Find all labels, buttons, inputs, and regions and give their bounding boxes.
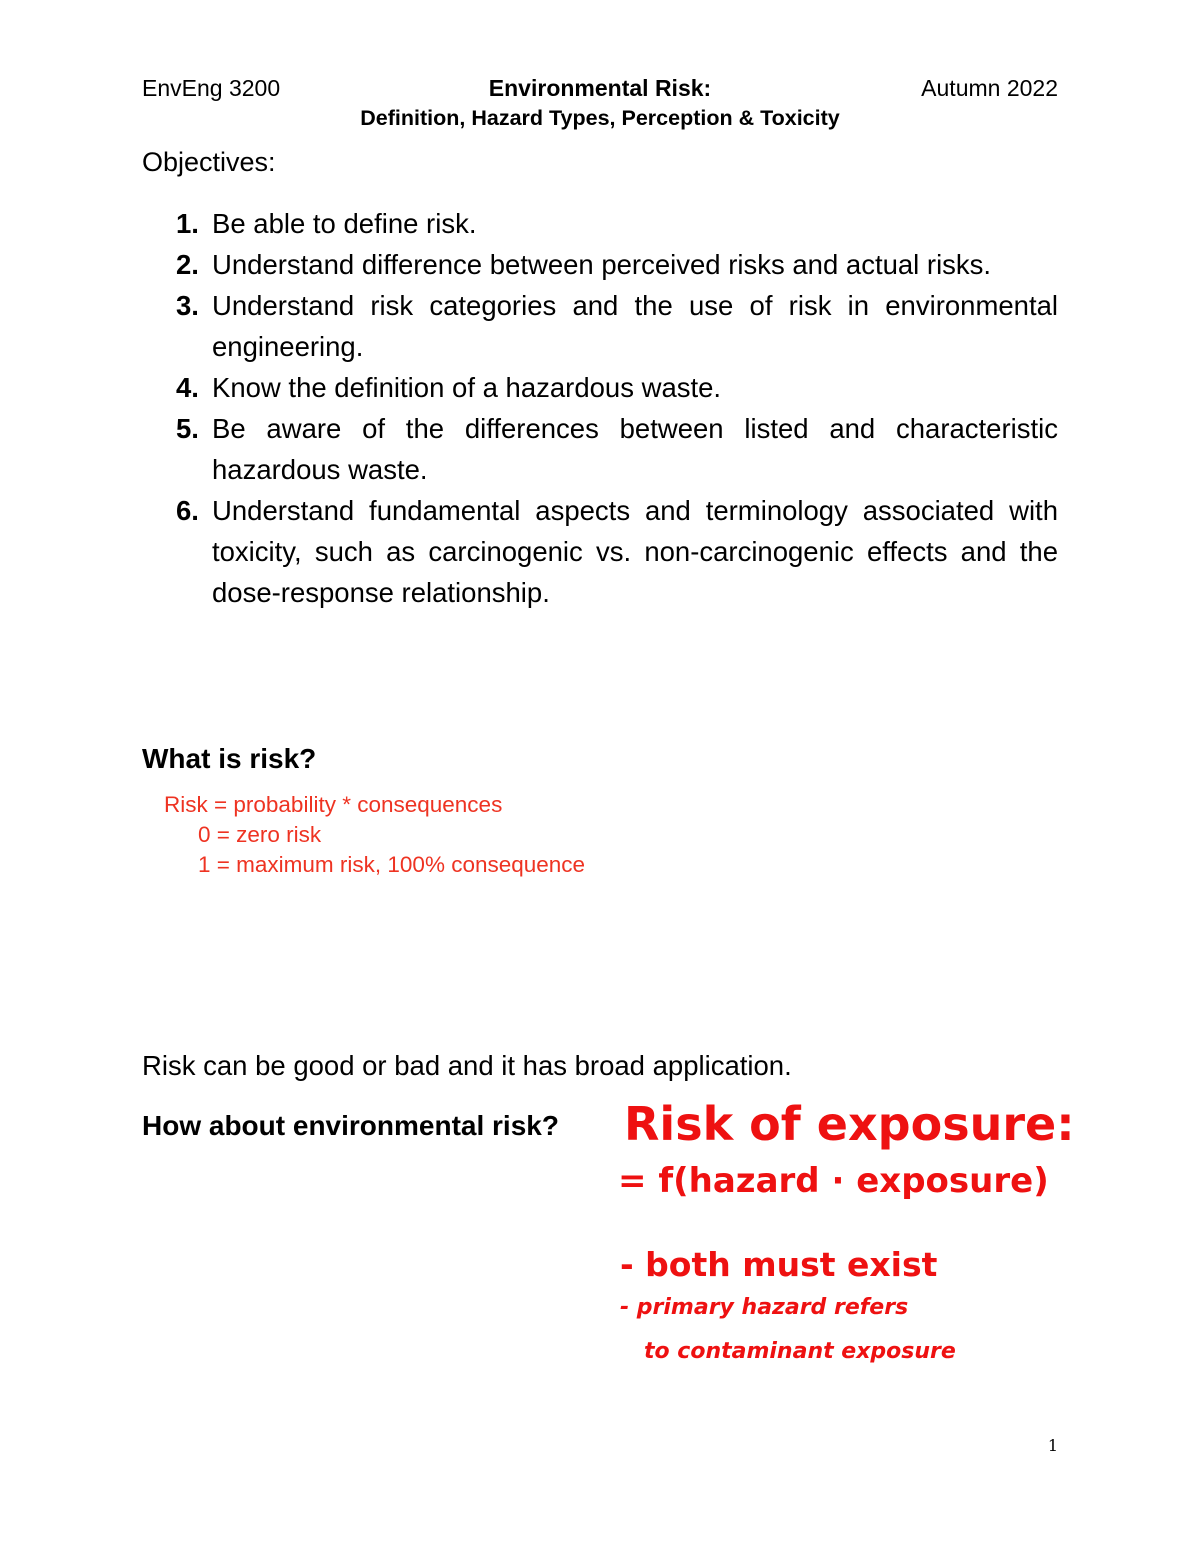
handwritten-line: to contaminant exposure (644, 1339, 956, 1364)
course-code: EnvEng 3200 (142, 75, 281, 101)
objective-text: Know the definition of a hazardous waste. (212, 372, 722, 403)
document-title: Environmental Risk: (488, 75, 712, 101)
risk-formula-note: Risk = probability * consequences (164, 792, 503, 817)
environmental-risk-heading: How about environmental risk? (142, 1110, 559, 1141)
objective-text: Understand risk categories and the use of risk in environmental engineering. (212, 290, 1058, 362)
objective-text: Be able to define risk. (212, 208, 477, 239)
objective-item (142, 408, 1058, 490)
objective-item (142, 490, 1058, 613)
objectives-label: Objectives: (142, 147, 276, 177)
objective-text: Understand difference between perceived risks and actual risks. (212, 249, 992, 280)
handwritten-line: = f(hazard · exposure) (618, 1161, 1049, 1201)
handwritten-line: - both must exist (620, 1245, 938, 1284)
max-risk-note: 1 = maximum risk, 100% consequence (198, 852, 586, 877)
objective-number: 6. (176, 495, 199, 526)
term: Autumn 2022 (921, 75, 1058, 101)
objective-item (142, 244, 1058, 285)
objective-item (142, 203, 1058, 244)
objective-text: Be aware of the differences between listed and characteristic hazardous waste. (212, 413, 1058, 485)
objective-number: 5. (176, 413, 199, 444)
handwritten-line: Risk of exposure: (624, 1097, 1075, 1151)
handwritten-annotation (610, 1088, 1075, 1378)
handwritten-line: - primary hazard refers (620, 1295, 909, 1320)
objective-number: 1. (176, 208, 199, 239)
objective-number: 2. (176, 249, 199, 280)
page-number: 1 (1047, 1436, 1058, 1455)
objective-number: 3. (176, 290, 199, 321)
objective-number: 4. (176, 372, 199, 403)
objective-item (142, 285, 1058, 367)
what-is-risk-heading: What is risk? (142, 743, 317, 774)
objective-item (142, 367, 1058, 408)
zero-risk-note: 0 = zero risk (198, 822, 322, 847)
document-subtitle: Definition, Hazard Types, Perception & Toxicity (360, 106, 840, 130)
objectives-list (142, 203, 1058, 613)
objective-text: Understand fundamental aspects and terminology associated with toxicity, such as carcinogenic vs. non-carcinogenic effects and the dose-response relationship. (212, 495, 1058, 608)
risk-broad-statement: Risk can be good or bad and it has broad application. (142, 1050, 792, 1081)
